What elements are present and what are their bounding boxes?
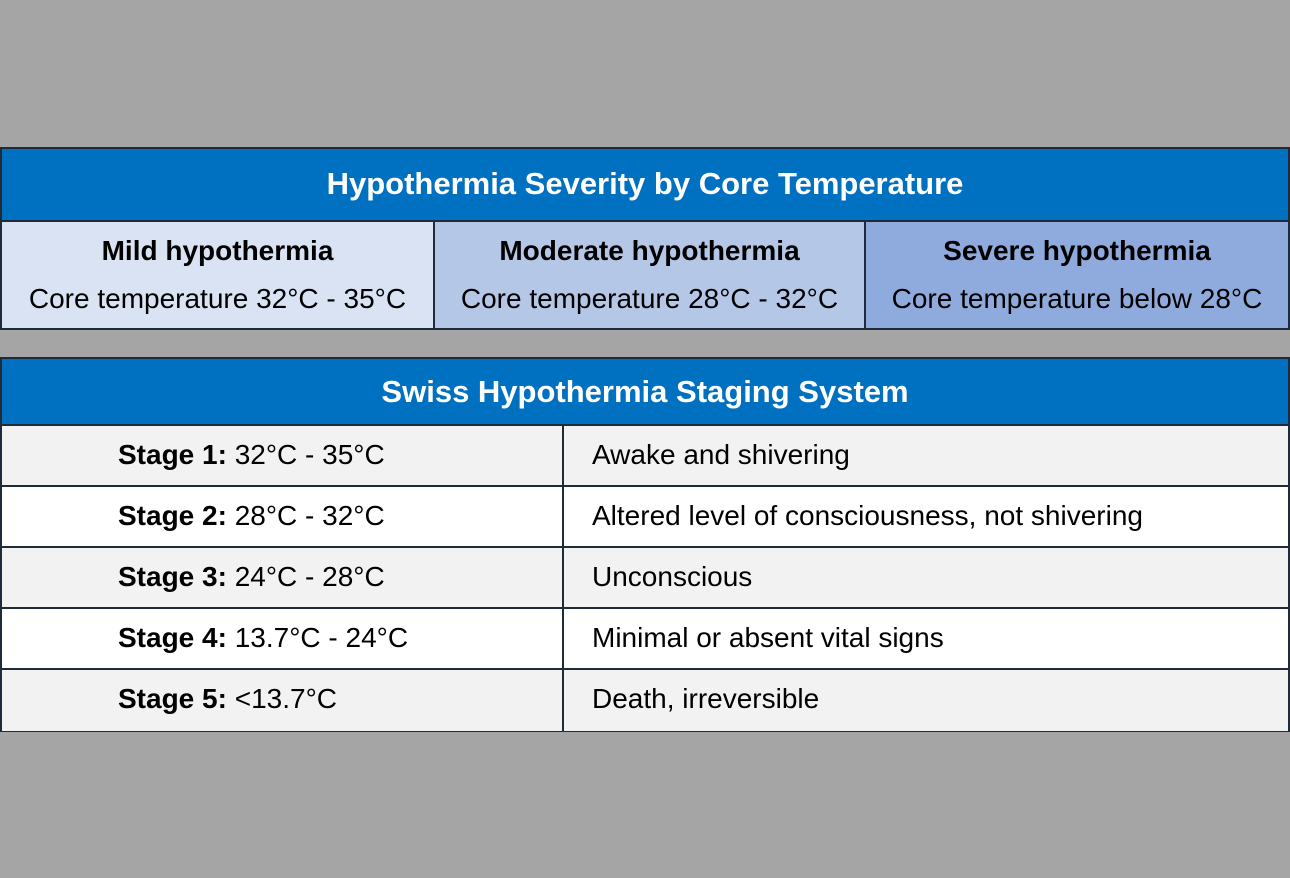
stage-range: 24°C - 28°C — [226, 561, 385, 592]
severity-moderate — [435, 222, 866, 328]
severity-title: Hypothermia Severity by Core Temperature — [2, 149, 1288, 222]
stage-desc: Minimal or absent vital signs — [592, 622, 944, 653]
table-row — [2, 426, 1288, 487]
stage-desc: Unconscious — [592, 561, 753, 592]
stage-label: Stage 4: — [118, 622, 227, 653]
severity-name: Severe hypothermia — [943, 235, 1211, 266]
stage-label: Stage 2: — [118, 500, 227, 531]
severity-desc: Core temperature 32°C - 35°C — [28, 283, 407, 314]
stage-range: <13.7°C — [226, 683, 337, 714]
severity-desc: Core temperature below 28°C — [891, 283, 1263, 314]
swiss-title: Swiss Hypothermia Staging System — [2, 359, 1288, 426]
stage-desc: Awake and shivering — [592, 439, 850, 470]
severity-name: Moderate hypothermia — [499, 235, 800, 266]
table-row — [2, 609, 1288, 670]
stage-desc: Death, irreversible — [592, 683, 820, 714]
stage-label: Stage 3: — [118, 561, 227, 592]
stage-rows — [2, 426, 1288, 731]
severity-severe — [866, 222, 1288, 328]
severity-name: Mild hypothermia — [101, 235, 334, 266]
table-row — [2, 487, 1288, 548]
stage-label: Stage 1: — [118, 439, 227, 470]
stage-desc: Altered level of consciousness, not shivering — [592, 500, 1143, 531]
severity-mild — [2, 222, 435, 328]
stage-range: 13.7°C - 24°C — [226, 622, 409, 653]
severity-table — [0, 147, 1290, 330]
swiss-staging-table — [0, 357, 1290, 732]
stage-range: 28°C - 32°C — [226, 500, 385, 531]
stage-range: 32°C - 35°C — [226, 439, 385, 470]
stage-label: Stage 5: — [118, 683, 227, 714]
severity-desc: Core temperature 28°C - 32°C — [460, 283, 839, 314]
table-row — [2, 548, 1288, 609]
table-row — [2, 670, 1288, 731]
